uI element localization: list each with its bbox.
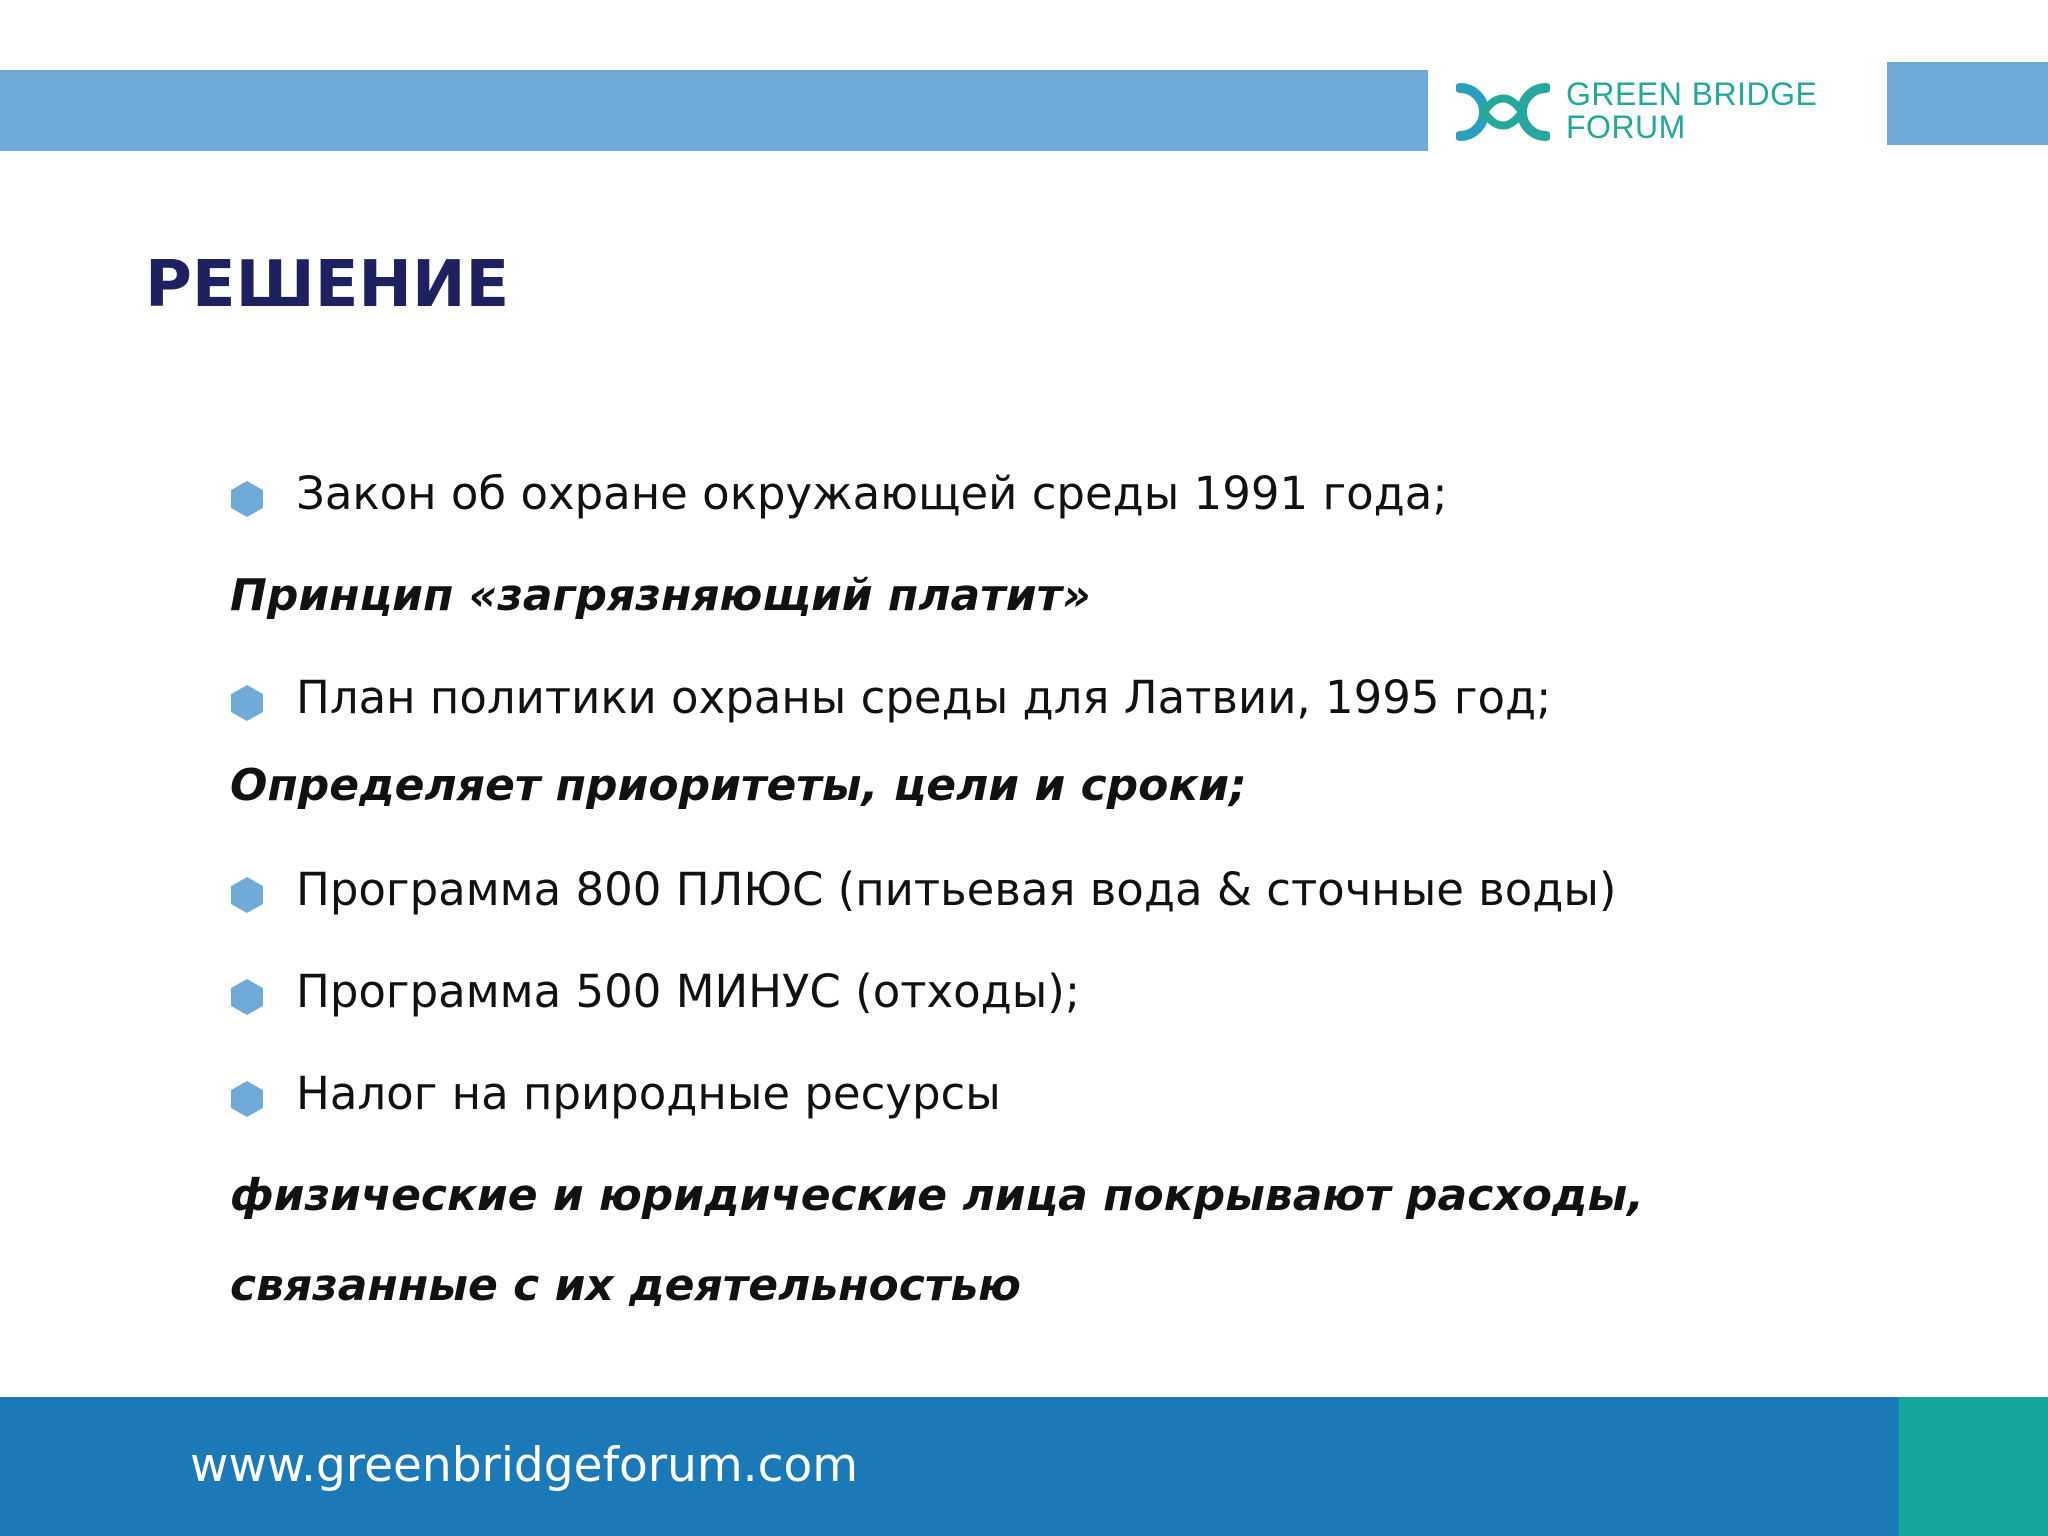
website-link[interactable]: www.greenbridgeforum.com [190, 1438, 859, 1493]
page-title: РЕШЕНИЕ [145, 248, 510, 322]
header-bar [0, 70, 1428, 151]
logo-text [1566, 78, 1817, 144]
italic-note: Определяет приоритеты, цели и сроки; [230, 760, 1247, 811]
hexagon-icon [230, 684, 264, 722]
italic-note: Принцип «загрязняющий платит» [230, 570, 1091, 621]
green-bridge-forum-logo [1456, 78, 1856, 148]
hexagon-icon [230, 876, 264, 914]
italic-note: физические и юридические лица покрывают расходы, [230, 1170, 1644, 1221]
hexagon-icon [230, 480, 264, 518]
bullet-item-label: Программа 500 МИНУС (отходы); [296, 965, 1080, 1018]
hexagon-icon [230, 1080, 264, 1118]
logo-text-line-2: FORUM [1566, 109, 1686, 145]
bullet-item-label: Налог на природные ресурсы [296, 1067, 1001, 1120]
header-bar-end [1887, 62, 2048, 145]
footer-accent [1899, 1397, 2048, 1536]
green-bridge-logo-mark-icon [1456, 82, 1550, 142]
italic-note: связанные с их деятельностью [230, 1260, 1021, 1311]
bullet-item-label: Закон об охране окружающей среды 1991 года; [296, 467, 1448, 520]
logo-text-line-1: GREEN BRIDGE [1566, 76, 1818, 112]
bullet-item-label: Программа 800 ПЛЮС (питьевая вода & сточные воды) [296, 863, 1617, 916]
hexagon-icon [230, 978, 264, 1016]
bullet-item-label: План политики охраны среды для Латвии, 1995 год; [296, 671, 1552, 724]
